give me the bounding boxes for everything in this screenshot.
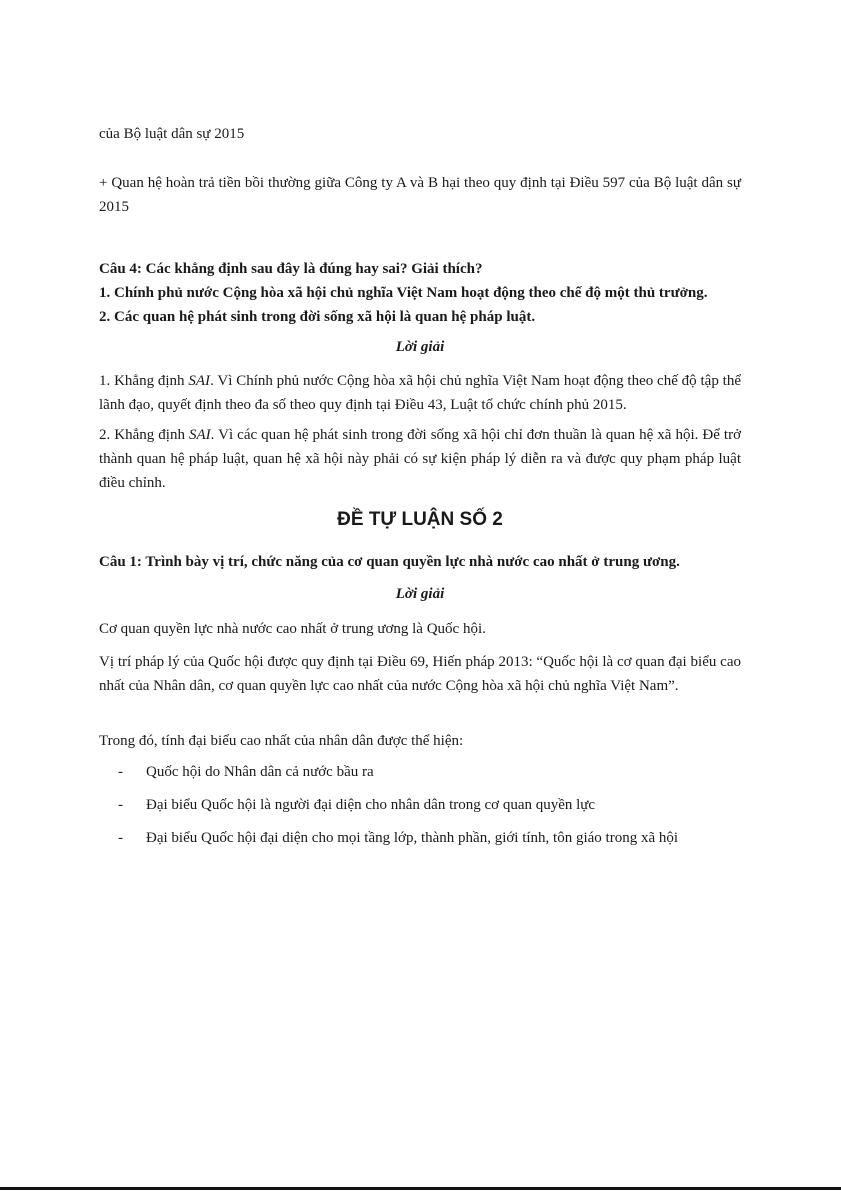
- answer-2-prefix: 2. Khẳng định: [99, 427, 189, 443]
- question-1-paragraph-2: Vị trí pháp lý của Quốc hội được quy định tại Điều 69, Hiến pháp 2013: “Quốc hội là cơ quan đại biểu cao nhất của Nhân dân, cơ quan quyền lực cao nhất của nước Cộng hòa xã hội chủ nghĩa Việt Nam”.: [99, 654, 741, 694]
- question-4-statement-2: 2. Các quan hệ phát sinh trong đời sống xã hội là quan hệ pháp luật.: [99, 309, 536, 325]
- question-4-statement-1: 1. Chính phủ nước Cộng hòa xã hội chủ nghĩa Việt Nam hoạt động theo chế độ một thủ trưởng.: [99, 285, 708, 301]
- bullet-marker: -: [118, 830, 123, 846]
- answer-1-verdict: SAI: [188, 373, 211, 389]
- question-1-solution-label: Lời giải: [395, 586, 445, 602]
- question-4-solution-label: Lời giải: [395, 339, 445, 355]
- answer-1-explanation: . Vì Chính phủ nước Cộng hòa xã hội chủ nghĩa Việt Nam hoạt động theo chế độ tập thể lãnh đạo, quyết định theo đa số theo quy định tại Điều 43, Luật tổ chức chính phủ 2015.: [99, 373, 741, 413]
- answer-2-explanation: . Vì các quan hệ phát sinh trong đời sống xã hội chỉ đơn thuần là quan hệ xã hội. Để trở thành quan hệ pháp luật, quan hệ xã hội này phải có sự kiện pháp lý diễn ra và được quy phạm pháp luật điều chỉnh.: [99, 427, 741, 491]
- question-1-title: Câu 1: Trình bày vị trí, chức năng của cơ quan quyền lực nhà nước cao nhất ở trung ương.: [99, 554, 680, 570]
- bullet-marker: -: [118, 764, 123, 780]
- list-item-text: Đại biểu Quốc hội là người đại diện cho nhân dân trong cơ quan quyền lực: [146, 797, 596, 813]
- bullet-marker: -: [118, 797, 123, 813]
- question-4-answer-1: [99, 369, 741, 417]
- continuation-line: của Bộ luật dân sự 2015: [99, 126, 245, 142]
- compensation-paragraph: + Quan hệ hoàn trả tiền bồi thường giữa Công ty A và B hại theo quy định tại Điều 597 của Bộ luật dân sự 2015: [99, 175, 741, 215]
- answer-1-prefix: 1. Khẳng định: [99, 373, 189, 389]
- question-1-paragraph-3: Trong đó, tính đại biểu cao nhất của nhân dân được thể hiện:: [99, 733, 464, 749]
- page-bottom-border: [0, 1187, 841, 1190]
- list-item-text: Quốc hội do Nhân dân cả nước bầu ra: [146, 764, 374, 780]
- question-4-answer-2: [99, 423, 741, 495]
- answer-2-verdict: SAI: [188, 427, 211, 443]
- question-1-paragraph-1: Cơ quan quyền lực nhà nước cao nhất ở trung ương là Quốc hội.: [99, 621, 486, 637]
- list-item-text: Đại biểu Quốc hội đại diện cho mọi tầng lớp, thành phần, giới tính, tôn giáo trong xã hội: [146, 830, 679, 846]
- question-4-title: Câu 4: Các khẳng định sau đây là đúng hay sai? Giải thích?: [99, 261, 483, 277]
- section-heading: ĐỀ TỰ LUẬN SỐ 2: [337, 509, 503, 530]
